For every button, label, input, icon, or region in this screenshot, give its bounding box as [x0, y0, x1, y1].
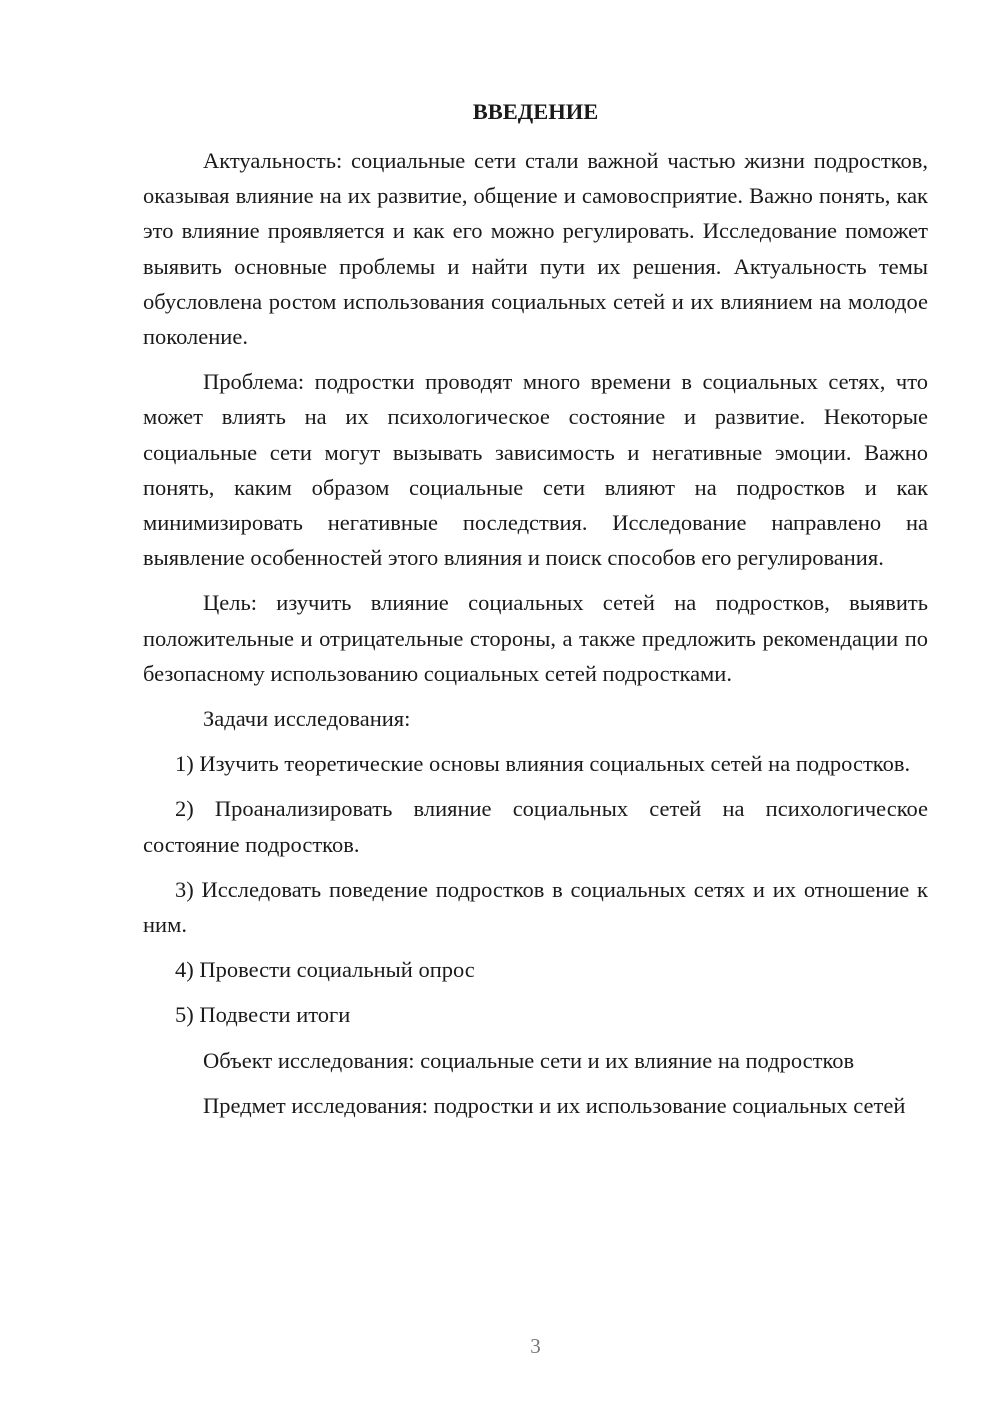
- research-subject: Предмет исследования: подростки и их использование социальных сетей: [203, 1092, 906, 1118]
- paragraph-problem: Проблема: подростки проводят много времени в социальных сетях, что может влиять на их психологическое состояние и развитие. Некоторые социальные сети могут вызывать зависимость и негативные эмоции. Важно понять, каким образом социальные сети влияют на подростков и как минимизировать негативные последствия. Исследование направлено на выявление особенностей этого влияния и поиск способов его регулирования.: [143, 369, 928, 571]
- paragraph-relevance: Актуальность: социальные сети стали важной частью жизни подростков, оказывая влияние на их развитие, общение и самовосприятие. Важно понять, как это влияние проявляется и как его можно регулировать. Исследование поможет выявить основные проблемы и найти пути их решения. Актуальность темы обусловлена ростом использования социальных сетей и их влиянием на молодое поколение.: [143, 148, 928, 350]
- page-number: 3: [530, 1334, 541, 1358]
- paragraph-goal: Цель: изучить влияние социальных сетей на подростков, выявить положительные и отрицательные стороны, а также предложить рекомендации по безопасному использованию социальных сетей подростками.: [143, 590, 928, 686]
- tasks-heading: Задачи исследования:: [203, 706, 411, 732]
- task-item-4: 4) Провести социальный опрос: [175, 957, 475, 983]
- task-item-3: 3) Исследовать поведение подростков в социальных сетях и их отношение к ним.: [143, 876, 928, 938]
- task-item-1: 1) Изучить теоретические основы влияния социальных сетей на подростков.: [175, 751, 911, 777]
- document-body: [143, 143, 928, 1133]
- task-item-5: 5) Подвести итоги: [175, 1002, 351, 1028]
- section-title: ВВЕДЕНИЕ: [472, 99, 599, 124]
- research-object: Объект исследования: социальные сети и их влияние на подростков: [203, 1047, 855, 1073]
- task-item-2: 2) Проанализировать влияние социальных сетей на психологическое состояние подростков.: [143, 796, 928, 857]
- tasks-list: [143, 746, 928, 1032]
